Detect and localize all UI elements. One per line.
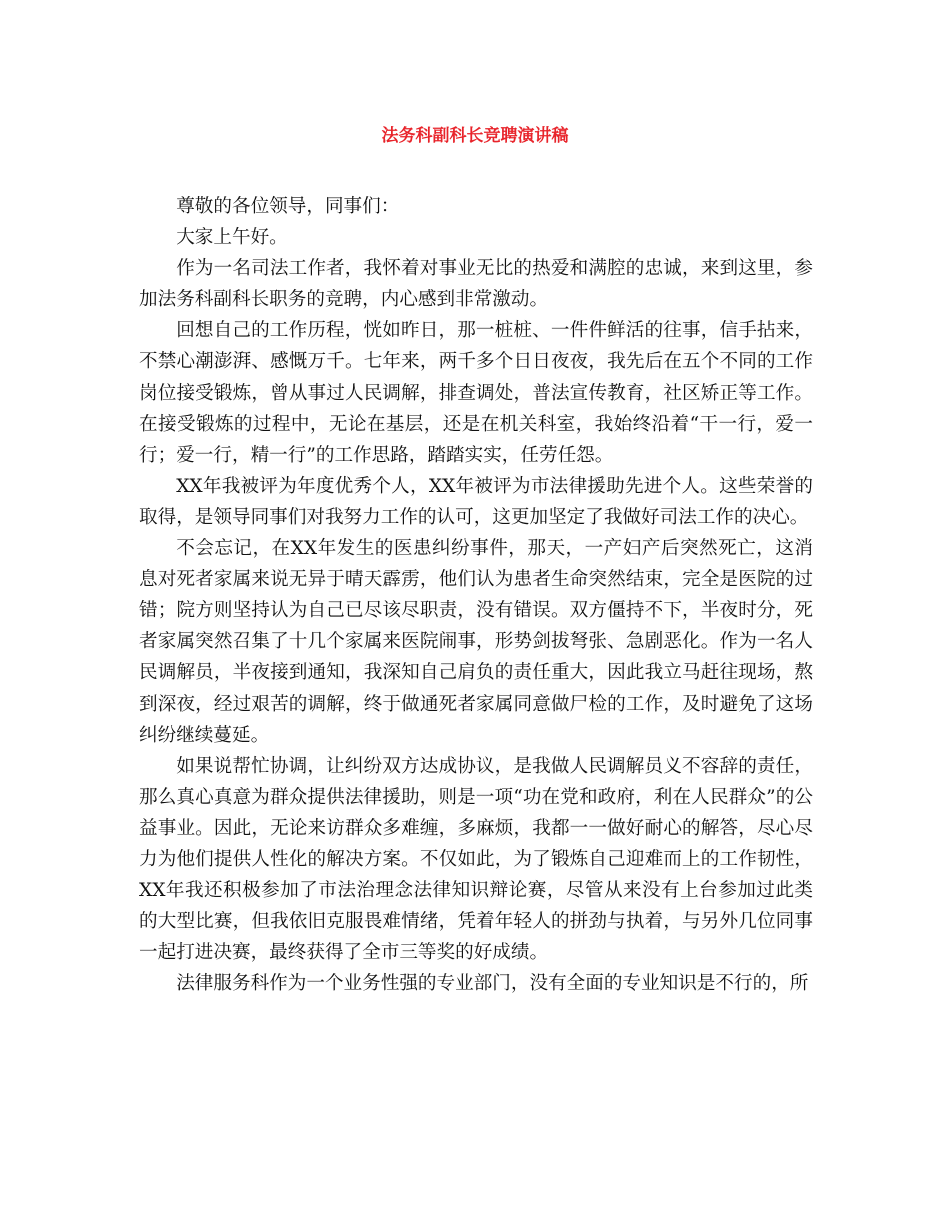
paragraph: 作为一名司法工作者，我怀着对事业无比的热爱和满腔的忠诚，来到这里，参加法务科副科长职务的竞聘，内心感到非常激动。 (139, 258, 813, 311)
paragraph: 回想自己的工作历程，恍如昨日，那一桩桩、一件件鲜活的往事，信手拈来，不禁心潮澎湃、感慨万千。七年来，两千多个日日夜夜，我先后在五个不同的工作岗位接受锻炼，曾从事过人民调解，排查调处，普法宣传教育，社区矫正等工作。在接受锻炼的过程中，无论在基层，还是在机关科室，我始终沿着“干一行，爱一行；爱一行，精一行”的工作思路，踏踏实实，任劳任怨。 (139, 320, 813, 466)
paragraph: XX年我被评为年度优秀个人，XX年被评为市法律援助先进个人。这些荣誉的取得，是领导同事们对我努力工作的认可，这更加坚定了我做好司法工作的决心。 (139, 475, 813, 528)
paragraph: 不会忘记，在XX年发生的医患纠纷事件，那天，一产妇产后突然死亡，这消息对死者家属来说无异于晴天霹雳，他们认为患者生命突然结束，完全是医院的过错；院方则坚持认为自己已尽该尽职责，没有错误。双方僵持不下，半夜时分，死者家属突然召集了十几个家属来医院闹事，形势剑拔弩张、急剧恶化。作为一名人民调解员，半夜接到通知，我深知自己肩负的责任重大，因此我立马赶往现场，熬到深夜，经过艰苦的调解，终于做通死者家属同意做尸检的工作，及时避免了这场纠纷继续蔓延。 (139, 538, 813, 746)
document-body (139, 191, 813, 999)
paragraph: 如果说帮忙协调，让纠纷双方达成协议，是我做人民调解员义不容辞的责任，那么真心真意为群众提供法律援助，则是一项“功在党和政府，利在人民群众”的公益事业。因此，无论来访群众多难缠，多麻烦，我都一一做好耐心的解答，尽心尽力为他们提供人性化的解决方案。不仅如此，为了锻炼自己迎难而上的工作韧性，XX年我还积极参加了市法治理念法律知识辩论赛，尽管从来没有上台参加过此类的大型比赛，但我依旧克服畏难情绪，凭着年轻人的拼劲与执着，与另外几位同事一起打进决赛，最终获得了全市三等奖的好成绩。 (139, 755, 813, 964)
document-title: 法务科副科长竞聘演讲稿 (381, 126, 569, 146)
paragraph-salutation: 尊敬的各位领导，同事们： (176, 196, 400, 217)
paragraph-greeting: 大家上午好。 (176, 227, 288, 249)
paragraph: 法律服务科作为一个业务性强的专业部门，没有全面的专业知识是不行的，所 (176, 973, 809, 995)
